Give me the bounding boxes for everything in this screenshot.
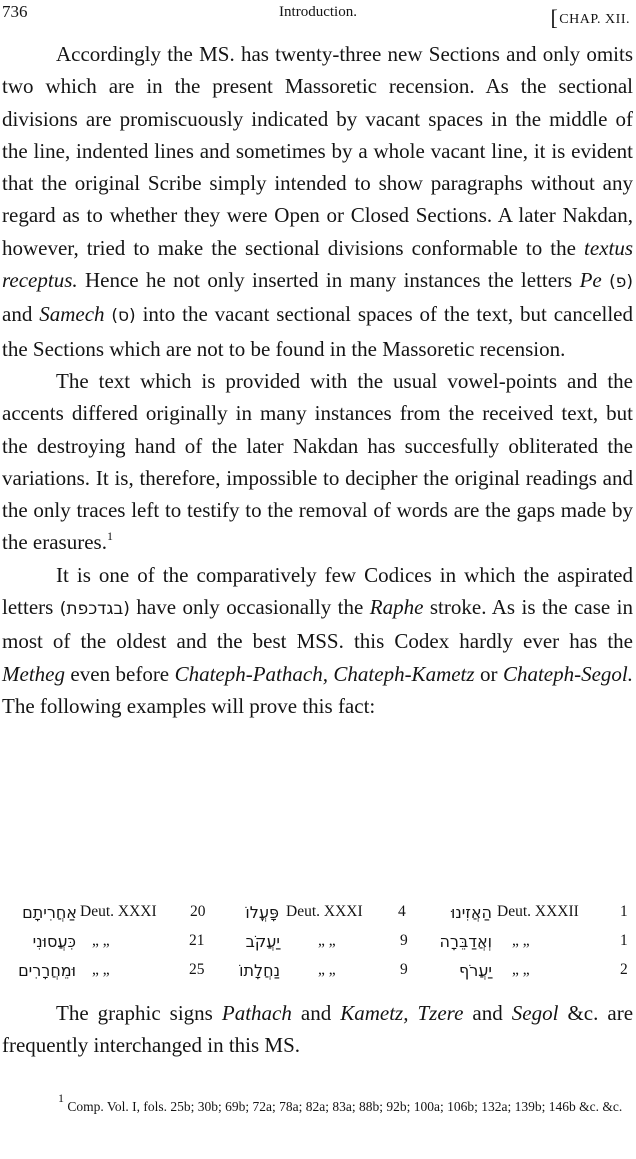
verse-reference: Deut. XXXI	[80, 903, 157, 920]
paragraph-3: It is one of the comparatively few Codices in which the aspirated letters (בגדכפת) have only occasionally the Raphe stroke. As is the case in most of the oldest and the best MSS. this Codex hardly ever has the Metheg even before Chateph-Pathach, Chateph-Kametz or Chateph-Segol. The following examples will prove this fact:	[2, 562, 634, 718]
verse-number: 20	[190, 903, 206, 920]
italic-metheg: Metheg	[2, 661, 65, 686]
italic-textus: textus receptus.	[2, 235, 633, 293]
italic-pathach: Pathach	[221, 1001, 292, 1025]
examples-table	[0, 903, 636, 999]
verse-reference: „ „	[318, 932, 336, 949]
hebrew-word: אַחֲרִיתָם	[22, 903, 77, 922]
hebrew-word: יַעֲקֹב	[245, 932, 280, 951]
italic-pe: Pe	[579, 268, 602, 293]
running-title: Introduction.	[279, 4, 357, 20]
verse-number: 1	[620, 903, 628, 920]
examples-row	[0, 932, 636, 960]
chapter-label: [CHAP. XII.	[550, 5, 630, 30]
verse-number: 9	[400, 932, 408, 949]
hebrew-word: יַעֲרֹף	[458, 961, 492, 980]
italic-chateph-segol: Chateph-Segol.	[502, 661, 633, 686]
hebrew-word: הַאֲזִינוּ	[450, 903, 492, 922]
italic-chateph-pathach: Chateph-Pathach,	[174, 661, 328, 686]
hebrew-word: וּמֵחֲרָרִים	[18, 961, 76, 980]
verse-number: 25	[189, 961, 205, 978]
verse-number: 2	[620, 961, 628, 978]
running-header	[0, 0, 636, 30]
footnote-reference[interactable]: 1	[106, 529, 113, 544]
italic-samech: Samech	[39, 302, 105, 327]
examples-row	[0, 961, 636, 989]
verse-reference: „ „	[318, 961, 336, 978]
italic-kametz-tzere: Kametz, Tzere	[340, 1001, 464, 1025]
examples-row	[0, 903, 636, 931]
verse-number: 1	[620, 932, 628, 949]
verse-reference: „ „	[512, 961, 530, 978]
italic-chateph-kametz: Chateph-Kametz	[333, 661, 475, 686]
hebrew-word: וְאֲדַבֵּרָה	[439, 932, 492, 951]
verse-number: 9	[400, 961, 408, 978]
verse-reference: Deut. XXXI	[286, 903, 363, 920]
closing-paragraph: The graphic signs Pathach and Kametz, Tzere and Segol &c. are frequently interchanged in this MS.	[2, 1001, 634, 1058]
hebrew-word: נַחֲלָתוֹ	[239, 961, 280, 980]
main-text	[2, 38, 633, 722]
verse-reference: Deut. XXXII	[497, 903, 579, 920]
hebrew-aspirated-letters: (בגדכפת)	[59, 599, 130, 620]
verse-reference: „ „	[512, 932, 530, 949]
hebrew-samech: (ס)	[111, 306, 136, 327]
footnote-text: Comp. Vol. I, fols. 25b; 30b; 69b; 72a; 78a; 82a; 83a; 88b; 92b; 100a; 106b; 132a; 139b; 146b &c. &c.	[67, 1099, 623, 1114]
page-number: 736	[2, 2, 28, 21]
paragraph-1: Accordingly the MS. has twenty-three new Sections and only omits two which are in the present Massoretic recension. As the sectional divisions are promiscuously indicated by vacant spaces in the middle of the line, indented lines and sometimes by a whole vacant line, it is evident that the original Scribe simply intended to show paragraphs without any regard as to whether they were Open or Closed Sections. A later Nakdan, however, tried to make the sectional divisions conformable to the textus receptus. Hence he not only inserted in many instances the letters Pe (פ) and Samech (ס) into the vacant sectional spaces of the text, but cancelled the Sections which are not to be found in the Massoretic recension.	[2, 42, 633, 361]
italic-segol: Segol	[511, 1001, 559, 1025]
footnote-marker: 1	[58, 1091, 64, 1105]
footnote	[2, 1093, 633, 1120]
hebrew-word: פָּעֳלוֹ	[245, 903, 279, 922]
verse-number: 21	[189, 932, 205, 949]
verse-number: 4	[398, 903, 406, 920]
paragraph-2: The text which is provided with the usual vowel-points and the accents differed originally in many instances from the received text, but the destroying hand of the later Nakdan has succesfully obliterated the variations. It is, therefore, impossible to decipher the original readings and the only traces left to testify to the removal of words are the gaps made by the erasures.$^1$	[2, 368, 633, 555]
verse-reference: „ „	[92, 961, 110, 978]
bracket-glyph: [	[550, 5, 559, 30]
verse-reference: „ „	[92, 932, 110, 949]
italic-raphe: Raphe	[369, 595, 424, 620]
hebrew-pe: (פ)	[609, 272, 633, 293]
hebrew-word: כִּעֲסוּנִי	[32, 932, 76, 951]
